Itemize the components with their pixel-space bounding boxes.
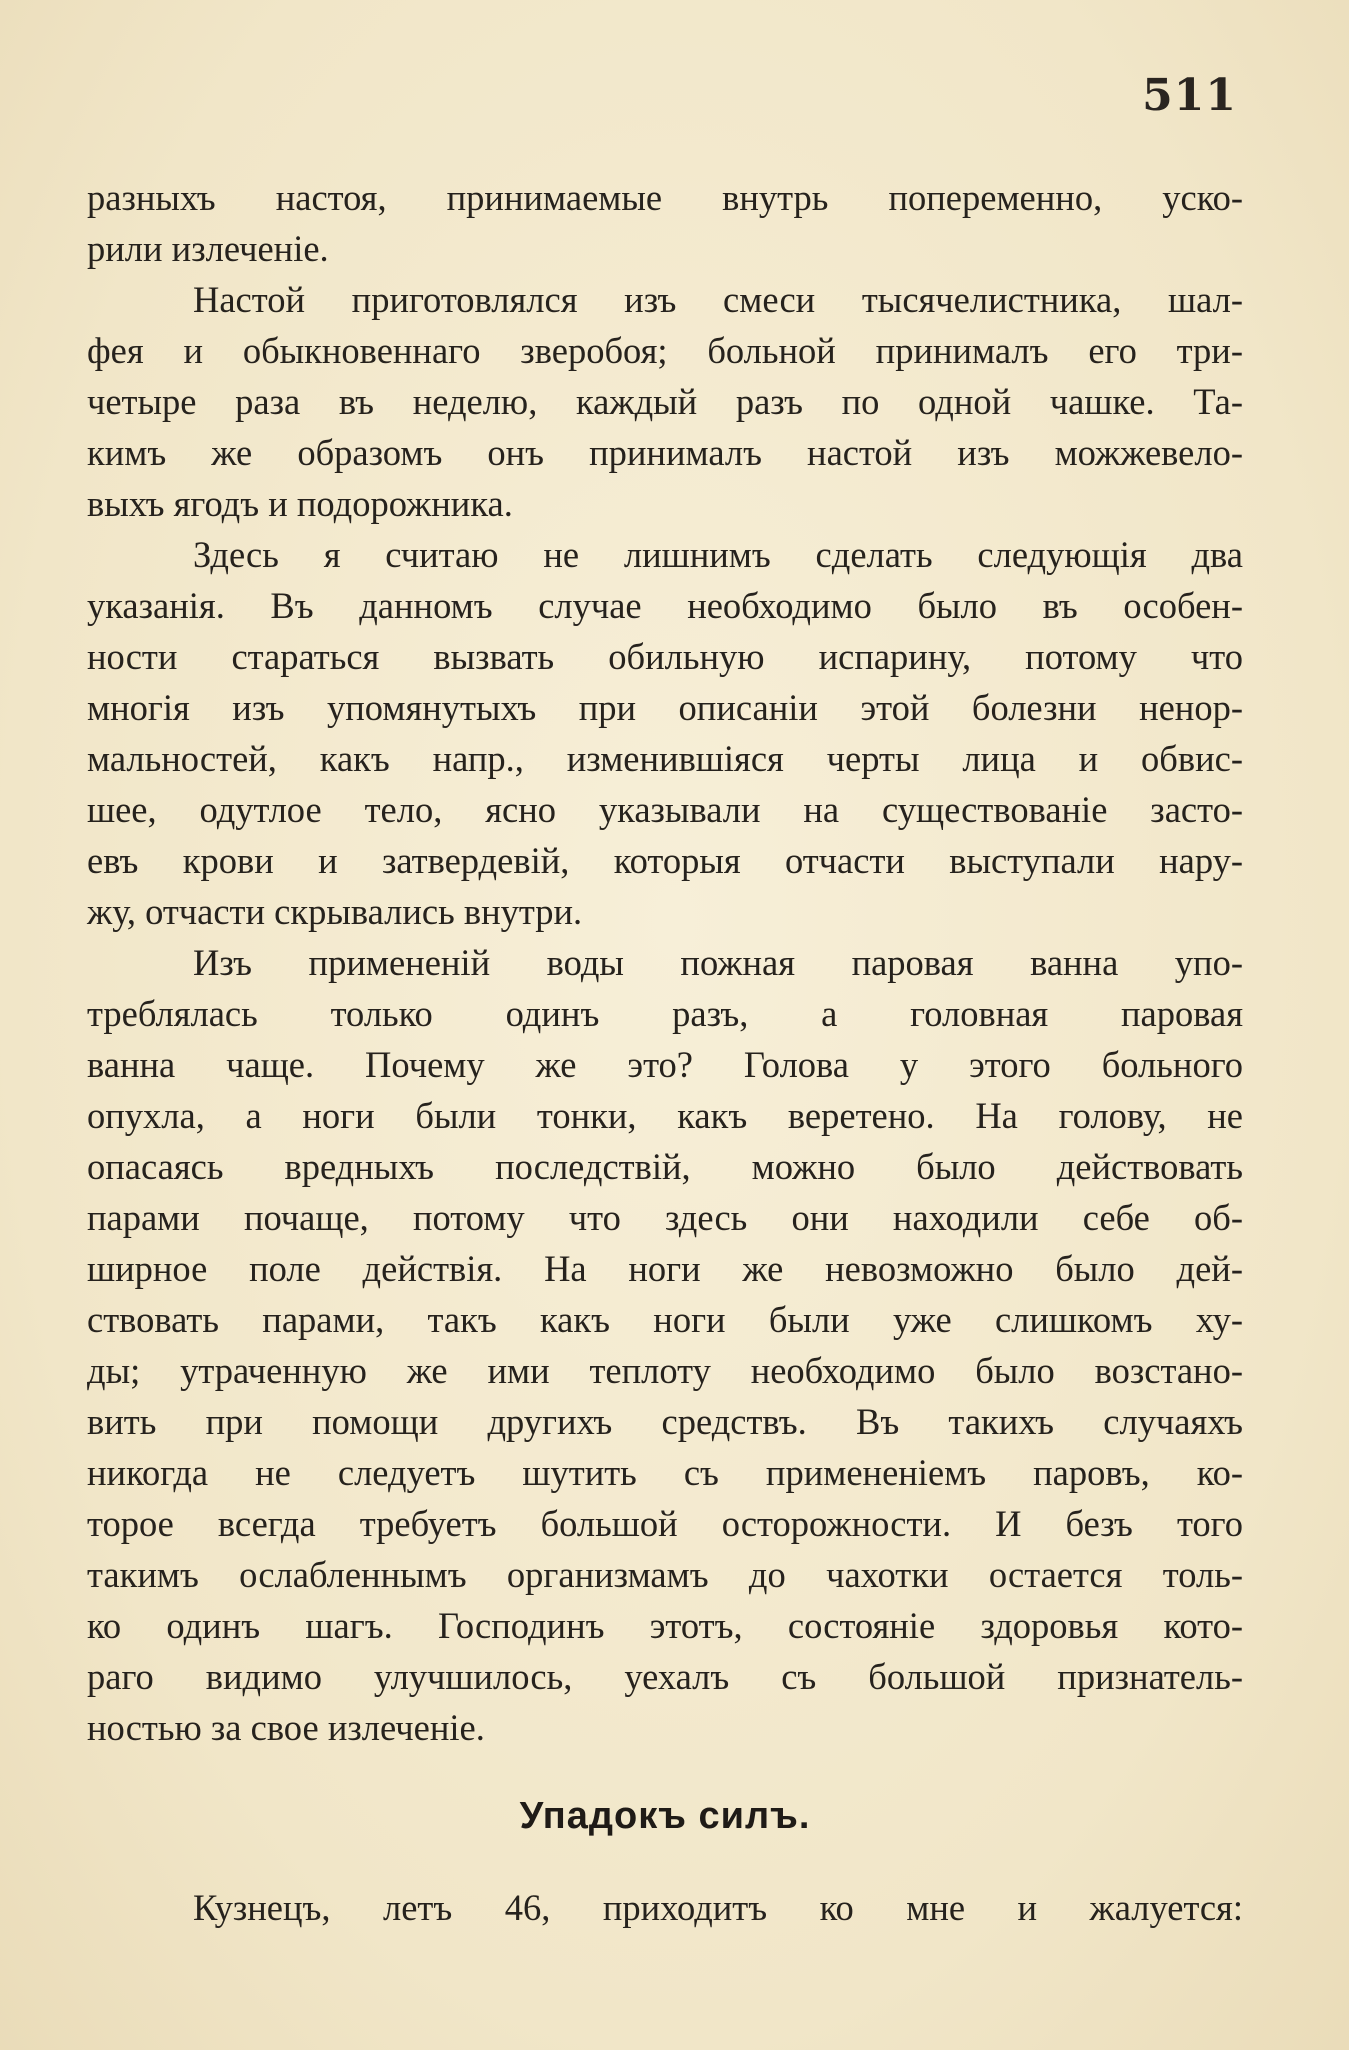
page-number: 511 bbox=[1142, 70, 1237, 121]
text-line: рили излеченіе. bbox=[87, 228, 329, 269]
paragraph-4 bbox=[87, 937, 1243, 1753]
text-line: ности стараться вызвать обильную испарину, потому что bbox=[87, 636, 1243, 677]
text-line: опасаясь вредныхъ последствій, можно было действовать bbox=[87, 1146, 1243, 1187]
text-line: многія изъ упомянутыхъ при описаніи этой болезни ненор- bbox=[87, 687, 1243, 728]
text-line: ширное поле действія. На ноги же невозможно было дей- bbox=[87, 1248, 1243, 1289]
text-line: Изъ примененій воды пожная паровая ванна упо- bbox=[193, 942, 1243, 983]
text-line: Здесь я считаю не лишнимъ сделать следующія два bbox=[193, 534, 1243, 575]
text-line: торое всегда требуетъ большой осторожности. И безъ того bbox=[87, 1503, 1243, 1544]
text-line: указанія. Въ данномъ случае необходимо было въ особен- bbox=[87, 585, 1243, 626]
text-line: четыре раза въ неделю, каждый разъ по одной чашке. Та- bbox=[87, 381, 1243, 422]
text-line: ды; утраченную же ими теплоту необходимо было возстано- bbox=[87, 1350, 1243, 1391]
text-line: раго видимо улучшилось, уехалъ съ большой признатель- bbox=[87, 1656, 1243, 1697]
text-line: парами почаще, потому что здесь они находили себе об- bbox=[87, 1197, 1243, 1238]
text-line: шее, одутлое тело, ясно указывали на существованіе засто- bbox=[87, 789, 1243, 830]
text-line: вить при помощи другихъ средствъ. Въ такихъ случаяхъ bbox=[87, 1401, 1243, 1442]
text-line: разныхъ настоя, принимаемые внутрь попеременно, уско- bbox=[87, 177, 1243, 218]
text-line: кимъ же образомъ онъ принималъ настой изъ можжевело- bbox=[87, 432, 1243, 473]
section-heading: Упадокъ силъ. bbox=[519, 1795, 811, 1837]
text-line: Кузнецъ, летъ 46, приходитъ ко мне и жалуется: bbox=[193, 1887, 1243, 1928]
text-line: опухла, а ноги были тонки, какъ веретено. На голову, не bbox=[87, 1095, 1243, 1136]
text-line: фея и обыкновеннаго зверобоя; больной принималъ его три- bbox=[87, 330, 1243, 371]
text-line: Настой приготовлялся изъ смеси тысячелистника, шал- bbox=[193, 279, 1243, 320]
body-text bbox=[87, 172, 1243, 1933]
text-line: ко одинъ шагъ. Господинъ этотъ, состояніе здоровья кото- bbox=[87, 1605, 1243, 1646]
text-line: выхъ ягодъ и подорожника. bbox=[87, 483, 513, 524]
text-line: мальностей, какъ напр., изменившіяся черты лица и обвис- bbox=[87, 738, 1243, 779]
text-line: такимъ ослабленнымъ организмамъ до чахотки остается толь- bbox=[87, 1554, 1243, 1595]
text-line: ванна чаще. Почему же это? Голова у этого больного bbox=[87, 1044, 1243, 1085]
paragraph-1 bbox=[87, 172, 1243, 274]
paragraph-2 bbox=[87, 274, 1243, 529]
text-line: треблялась только одинъ разъ, а головная паровая bbox=[87, 993, 1243, 1034]
paragraph-5 bbox=[87, 1882, 1243, 1933]
text-line: жу, отчасти скрывались внутри. bbox=[87, 891, 583, 932]
text-line: ностью за свое излеченіе. bbox=[87, 1707, 485, 1748]
text-line: ствовать парами, такъ какъ ноги были уже слишкомъ ху- bbox=[87, 1299, 1243, 1340]
paragraph-3 bbox=[87, 529, 1243, 937]
text-line: евъ крови и затвердевій, которыя отчасти выступали нару- bbox=[87, 840, 1243, 881]
text-line: никогда не следуетъ шутить съ примененіемъ паровъ, ко- bbox=[87, 1452, 1243, 1493]
